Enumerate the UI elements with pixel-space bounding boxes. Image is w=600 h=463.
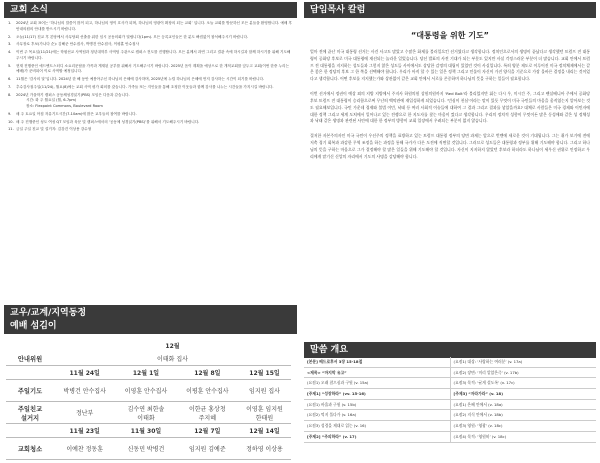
news-item-number: 11. — [8, 127, 14, 132]
news-list — [4, 21, 297, 133]
date-cell: 11월 24일 — [54, 366, 115, 380]
sermon-point: [주제3] “자라가라” (v. 18) — [450, 389, 596, 400]
news-item-text: 사무장로 후보(가나다 순): 김해준 안수집사, 박병건 안수집사, 이평훈 안수집사 — [16, 42, 140, 47]
sermon-row — [304, 410, 596, 421]
row-label: 안내위원 — [6, 352, 54, 366]
news-item-text: 금일 주일 친교 및 설거지: 김강건 이상용 강수형 — [16, 127, 92, 132]
pastor-column-header: 담임목사 칼럼 — [304, 2, 596, 18]
sermon-row — [304, 389, 596, 400]
cell: 정난부 — [54, 402, 115, 424]
sermon-point: (요점1) 은혜 안에서 (v. 18a) — [450, 399, 596, 410]
news-item-number: 6. — [8, 77, 12, 81]
news-item-text: 현재 진행중인 애드벤트스터디 소요리문답을 가족과 게재된 공부를 위해서 기도해주시기 바랍니다. 2025년 음이 계획을 예상으로 한 개척교회를 앞두고 교회(이번 한중 누리는 예배)가 준비되어 이로 사역할 예정입니다. — [16, 63, 289, 74]
cell: 임지원 집사 — [238, 380, 291, 402]
sermon-row — [304, 367, 596, 378]
news-item-number: 1. — [8, 21, 12, 25]
community-news-header: 교우/교계/지역동정 — [4, 305, 297, 321]
date-cell: 12월 1일 — [115, 366, 176, 380]
date-cell: 11월 30일 — [115, 424, 176, 438]
cell: 정하영 이상용 — [238, 438, 291, 460]
cell: 이영훈 임지원 한태원 — [238, 402, 291, 424]
sermon-outline-header: 말씀 개요 — [304, 342, 596, 358]
sermon-point: [주제1] “성장하라” (vv. 15-16) — [304, 389, 450, 400]
sermon-point: (요점2) 억지 풀다가 (v. 16a) — [304, 410, 450, 421]
cell: 이한균 홍상청 주지혜 — [177, 402, 238, 424]
sermon-row — [304, 431, 596, 442]
sermon-outline-table — [304, 357, 596, 443]
news-item-number: 8. — [8, 92, 12, 97]
news-item-text: 추수감사절주일(11/24), 월요(8)에는 교회 사역 평가 회의를 갖습니다. 가족들 또는 지인들을 통해 초청한 이웃들과 함께 감사를 나누는 시간들을 가지시길 바랍니다. — [16, 84, 274, 89]
sermon-point: [주제2] “주의하라” (v. 17) — [304, 431, 450, 442]
sermon-point: (요점2) 지식 안에서 (v. 18b) — [450, 410, 596, 421]
column-paragraph: 이번 선거에서 정권이 예상 외의 지방 지방에서 주지사 하원의원 상원의원까지 ‘Red Bolt’라 불리었지만 휘는 다시 우, 미시간 주, 그리고 펜실베니아 주에서 공화당 후보 트럼프 전 대통령이 승리함으로써 무난히 백악관에 재입성하게 되었습니다. ‘민심이 천심’이라는 말이 있듯 무엇이 미국 국민들의 마음을 움직였는지 알아보는 것도 필요해보입니다. 국민 가운데 경제와 불법 이민, 낙태 등 여러 사회적 이슈들에 대하여 그 결과 그리고 결과를 낳았을까요? 대체로 사람들은 미국 경제와 이민자에 대한 정책 그리고 세계 도처에서 일어나고 있는 전쟁으로 한 지도자를 찾는 마음이 컸다고 생각합니다. 우리의 정치적 성향이 무엇이든 많은 동성애와 같은 성 정체성과 낙태 같은 생명과 관련된 사안에 대한 한 정부의 방향이 교회 입장에서 우려되는 부분이 없지 않습니다. — [310, 91, 590, 124]
news-item-number: 4. — [8, 50, 12, 54]
cell: 이영훈 안수집사 — [115, 380, 176, 402]
sermon-point: (요점1) 대상: ‘사랑하는 여러분’ (v. 17a) — [450, 357, 596, 367]
date-cell: 12월 7일 — [177, 424, 238, 438]
row-label: 교회청소 — [6, 438, 54, 460]
news-item — [8, 119, 293, 126]
table-row — [6, 366, 291, 380]
table-row — [6, 402, 291, 424]
news-item — [8, 111, 293, 118]
table-row — [6, 380, 291, 402]
cell: 신동민 박병건 — [115, 438, 176, 460]
sermon-point: (요점4) 목적: ‘영원히’ (v. 18c) — [450, 431, 596, 442]
news-item-text: 매 주 토요일 아침 자유기도시간(7-10am)에 많은 교우들의 참여를 바랍니다. — [16, 111, 137, 116]
news-item-number: 3. — [8, 42, 12, 47]
service-schedule-table — [6, 339, 291, 460]
news-item — [8, 84, 293, 91]
guide-value: 이태화 집사 — [54, 352, 291, 366]
news-item-number: 9. — [8, 111, 12, 116]
cell: 임지원 김예준 — [177, 438, 238, 460]
news-item-text: 2024년 교회 표어는 ‘하나님의 말씀이 많이 되고, 하나님의 영이 흐사가 되며, 하나님의 영광이 확장의 되는 교회’ 입니다. 오늘 교회를 방문하신 모든 분들을 환영합니다. 예배 후 안내의원의 안내를 받으시기 바랍니다. — [16, 21, 293, 31]
sermon-point: (요점3) 성경을 제대로 읽는 (v. 16) — [304, 421, 450, 432]
news-item-subline: 시간: 화 주 월요일 (월, 6-7pm) — [26, 98, 77, 103]
table-row — [6, 424, 291, 438]
cell: 김수연 최한솔 이태화 — [115, 402, 176, 424]
sermon-point: (요점3) 영원: ‘영광’ (v. 18c) — [450, 421, 596, 432]
cell: 이평훈 안수집사 — [177, 380, 238, 402]
news-item — [8, 127, 293, 133]
row-label: 주일친교 설거지 — [6, 402, 54, 424]
news-item-number: 7. — [8, 84, 12, 89]
news-item-text: 2024년 가을학기 캠퍼스 공동체성경읽기(PBS) 모임은 다음과 같습니다. — [16, 92, 130, 97]
date-cell: 11월 23일 — [54, 424, 115, 438]
row-label: 주일기도 — [6, 380, 54, 402]
sermon-row — [304, 378, 596, 389]
cell: 이예찬 정동훈 — [54, 438, 115, 460]
news-item — [8, 92, 293, 110]
service-volunteers-header: 예배 섬김이 — [4, 318, 297, 334]
news-item-number: 5. — [8, 63, 12, 68]
sermon-point: (요점2) 장면: ‘미리 알았은즉’ (v. 17b) — [450, 367, 596, 378]
column-title: “대통령을 위한 기도” — [411, 31, 489, 40]
date-cell: 12월 14일 — [238, 424, 291, 438]
table-row — [6, 352, 291, 366]
sermon-row — [304, 421, 596, 432]
news-item — [8, 77, 293, 83]
news-item — [8, 50, 293, 62]
month-label: 12월 — [165, 343, 180, 350]
news-item-number: 10. — [8, 119, 14, 124]
sermon-point: (요점1) 바울과 구원 (v. 15b) — [304, 399, 450, 410]
sermon-point: (요점1) 오래 참으심과 구원 (v. 15a) — [304, 378, 450, 389]
news-item-text: 오늘(11/17) 친교 후 본당에서 사무당회 선출을 위한 임시 공동의회가 열립니다(1pm). 모든 등록교인들은 한 분도 빠짐없이 참석해주시기 바랍니다. — [16, 34, 249, 39]
church-news-header: 교회 소식 — [4, 2, 297, 18]
news-item-subline: 장소: Flexpoint Commons, Boulevard Room — [26, 104, 103, 108]
table-row — [6, 339, 291, 352]
pastor-column-section — [304, 2, 596, 169]
table-row — [6, 438, 291, 460]
news-item — [8, 34, 293, 41]
news-item-text: 매 주 진행중인 성도 여성 QT 모임과 육문 및 캠퍼스에서의 ‘공동체 성경읽기(PBS)’를 위해서 기도해주시기 바랍니다. — [16, 119, 200, 124]
church-news-section — [4, 2, 297, 135]
sermon-point: <제목> “마지막 유고” — [304, 367, 450, 378]
news-item — [8, 63, 293, 76]
news-item-number: 2. — [8, 34, 12, 39]
date-cell: 12월 15일 — [238, 366, 291, 380]
cell: 박병건 안수집사 — [54, 380, 115, 402]
sermon-point: [본문] 베드로후서 3장 15-18절 — [304, 357, 450, 367]
news-item — [8, 42, 293, 48]
news-item-text: 이번 주 목요일(11/21)에는 학원선교 사역팀과 청년대학부 사역팀 주관으로 캠퍼스 전도를 진행합니다. 모든 분께서 과연 그리고 결관 속에 하시길과 함께 하시기를 위해 기도해주시기 바랍니다. — [16, 50, 291, 60]
sermon-row — [304, 399, 596, 410]
sermon-point: (요점3) 목적: ‘굳게 설도록’ (v. 17c) — [450, 378, 596, 389]
news-item-text: 11월은 ‘감사의 달’입니다. 2024년 한 해 동안 예봄아주신 하나님의 은혜에 감사하며, 2025년에 누릴 하나님의 은혜에 먼저 감사하는 시간이 되기를 바랍니다. — [16, 77, 265, 81]
sermon-row — [304, 357, 596, 367]
column-paragraph: 절저한 자본주의자인 미국 국민이 우선주의 정책을 표방하고 있는 트럼프 대통령 정부의 당면 과제는 앞으로 번엔에 새로운 것이 기대됩니다. 그는 취가 보기에 전에 저축 경기 회복과 과감한 무역 조정을 하는 과정을 통해 국가가 다른 도전에 직면할 것입니다. 그러므로 성도들은 대통령과 정부를 위해 기도해야 합니다. 그리고 하나님의 뜻을 구하는 마음으로 그가 결정해야 할 많은 일들을 위해 기도해야 할 것입니다. 자신이 지지하지 않았던 후보라 하더라도 하나님이 세우신 권위로 인정하고 우리에게 맡기신 신앙의 자리에서 기도의 사명을 감당해야 합니다. — [310, 133, 590, 159]
date-cell: 12월 8일 — [177, 366, 238, 380]
column-paragraph: 얼마 전에 끝난 미국 대통령 선거는 사건 사고도 많았고 수많은 화제를 불러일으킨 선거였다고 생각합니다. 정치인으로서의 생명이 끝났다고 생각했던 트럼프 전 대통령이 공화당 후보로 미국 대통령에 재선되는 놀라운 일었습니다. 당선 발표의 사전 기대가 되는 부분도 있지만 사실 걱정스러운 부분이 더 많습니다. 교회 안에서 트럼프 전 대통령을 지지하는 성도들과 그렇지 않은 성도들 사이에서도 상당한 감정의 대립이 있었던 것이 사실입니다. 특히 양분 제도로 이루어진 미국 정치체제에서는 같은 좋은 한 정당의 후보 그 한 쪽을 선택해야 합니다. 우리가 아직 할 수 있는 일은 정책 그리고 인물이 자신이 가진 양식을 기준으로 가장 올바른 결정을 내리는 것이었다고 생각합니다. 어떤 후보를 지지했는가와 상관없이 같은 교회 안에서 서로를 존중하며 하나님의 뜻을 구하는 일들이 필요합니다. — [310, 49, 590, 82]
news-item — [8, 21, 293, 33]
